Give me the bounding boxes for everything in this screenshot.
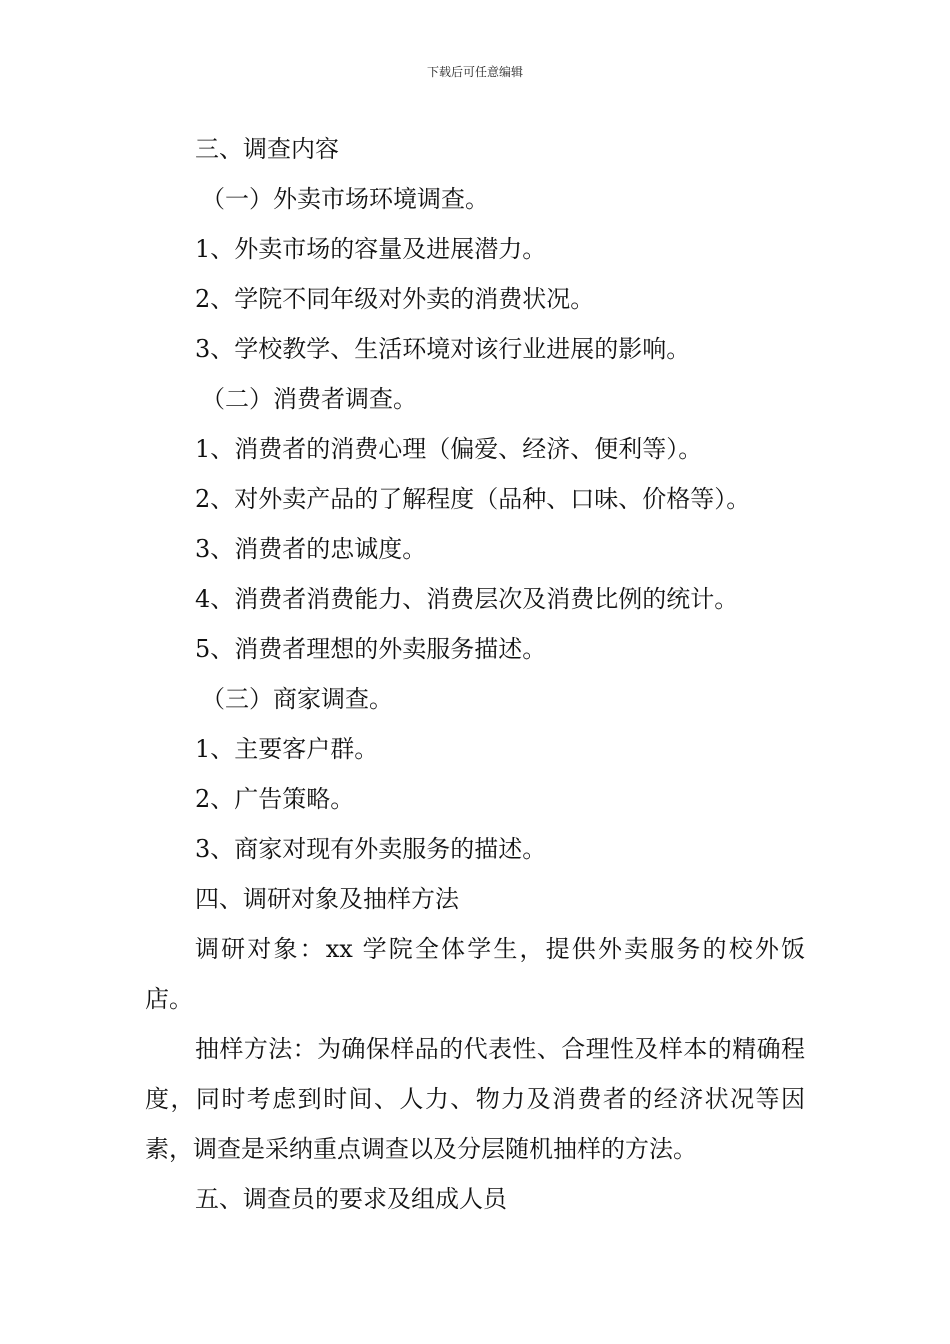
section-heading: 四、调研对象及抽样方法 <box>195 885 459 913</box>
list-item: 1、外卖市场的容量及进展潜力。 <box>195 235 547 263</box>
list-item: 3、消费者的忠诚度。 <box>195 535 427 563</box>
subsection-heading: （一）外卖市场环境调查。 <box>201 185 489 213</box>
paragraph-subjects: 调研对象：xx 学院全体学生，提供外卖服务的校外饭店。 <box>145 935 805 1013</box>
page-header-note: 下载后可任意编辑 <box>426 65 523 79</box>
list-item: 3、商家对现有外卖服务的描述。 <box>195 835 547 863</box>
document-body <box>145 124 805 1224</box>
list-item: 4、消费者消费能力、消费层次及消费比例的统计。 <box>195 585 739 613</box>
list-item: 2、广告策略。 <box>195 785 355 813</box>
list-item: 2、学院不同年级对外卖的消费状况。 <box>195 285 595 313</box>
subsection-heading: （二）消费者调查。 <box>201 385 417 413</box>
list-item: 1、主要客户群。 <box>195 735 379 763</box>
subsection-heading: （三）商家调查。 <box>201 685 393 713</box>
list-item: 3、学校教学、生活环境对该行业进展的影响。 <box>195 335 691 363</box>
section-heading: 三、调查内容 <box>195 135 339 163</box>
paragraph-sampling-method: 抽样方法：为确保样品的代表性、合理性及样本的精确程度，同时考虑到时间、人力、物力及消费者的经济状况等因素，调查是采纳重点调查以及分层随机抽样的方法。 <box>145 1035 805 1163</box>
list-item: 2、对外卖产品的了解程度（品种、口味、价格等）。 <box>195 485 751 513</box>
list-item: 5、消费者理想的外卖服务描述。 <box>195 635 547 663</box>
list-item: 1、消费者的消费心理（偏爱、经济、便利等）。 <box>195 435 703 463</box>
section-heading: 五、调查员的要求及组成人员 <box>195 1185 507 1213</box>
